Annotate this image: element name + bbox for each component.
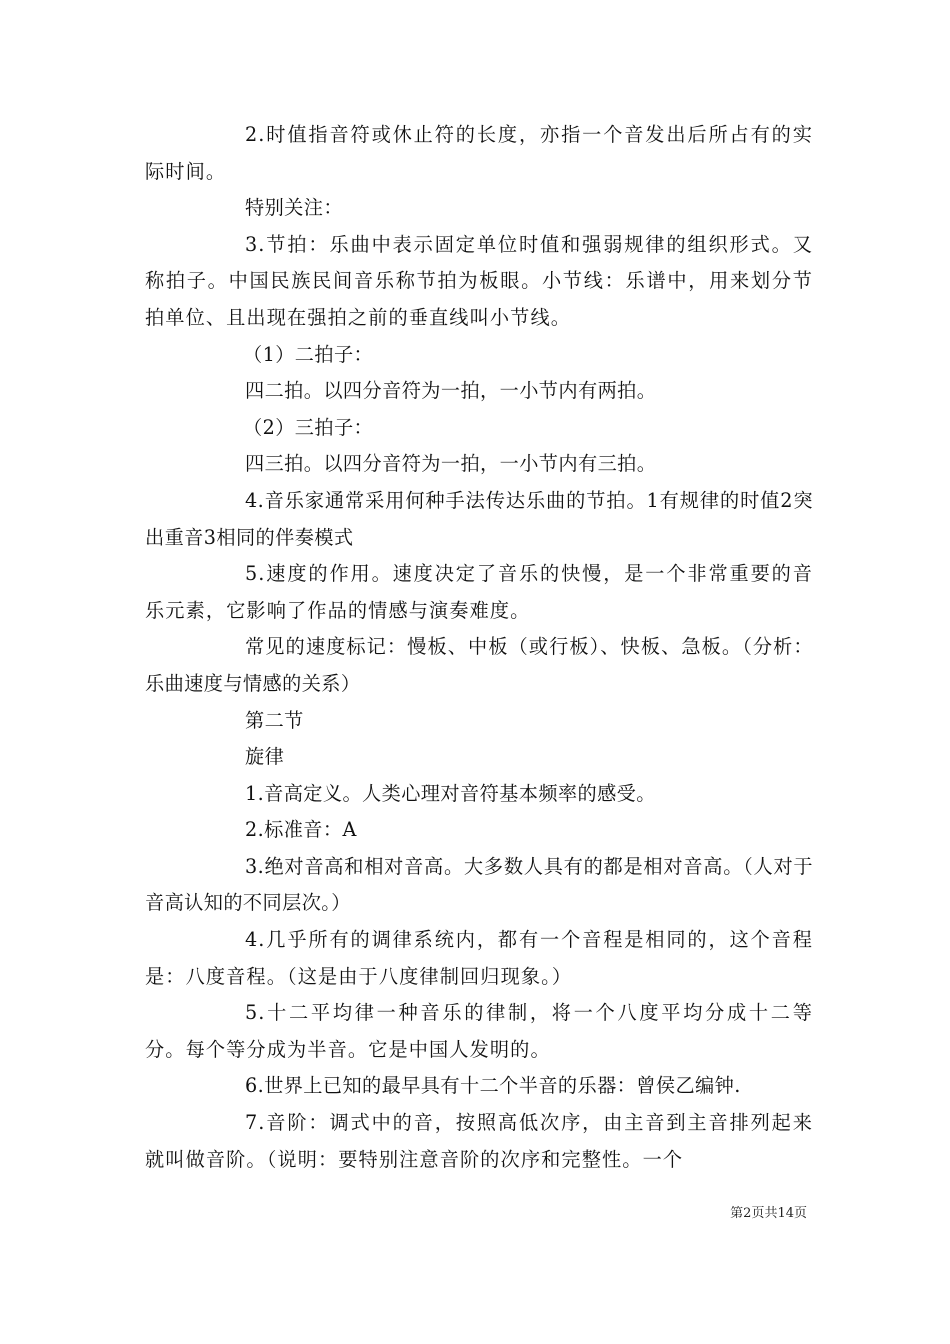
- paragraph-duple-heading: （1）二拍子：: [243, 342, 374, 366]
- paragraph-special-attention: 特别关注：: [245, 196, 343, 220]
- paragraph-tempo-role: 5.速度的作用。速度决定了音乐的快慢，是一个非常重要的音乐元素，它影响了作品的情感与演奏难度。: [145, 562, 813, 622]
- paragraph-absolute-relative-pitch: 3.绝对音高和相对音高。大多数人具有的都是相对音高。（人对于音高认知的不同层次。）: [145, 854, 813, 915]
- section-title-melody: 旋律: [245, 745, 285, 769]
- paragraph-tempo-markings: 常见的速度标记：慢板、中板（或行板）、快板、急板。（分析：乐曲速度与情感的关系）: [145, 635, 813, 695]
- page-number: 第2页共14页: [730, 1206, 807, 1221]
- paragraph-duration: 2.时值指音符或休止符的长度，亦指一个音发出后所占有的实际时间。: [145, 123, 813, 183]
- paragraph-triple-heading: （2）三拍子：: [243, 415, 374, 439]
- section-heading: 第二节: [245, 708, 304, 732]
- paragraph-scale: 7.音阶：调式中的音，按照高低次序，由主音到主音排列起来就叫做音阶。（说明：要特别注意音阶的次序和完整性。一个: [145, 1111, 813, 1171]
- paragraph-meter: 3.节拍：乐曲中表示固定单位时值和强弱规律的组织形式。又称拍子。中国民族民间音乐称节拍为板眼。小节线：乐谱中，用来划分节拍单位、且出现在强拍之前的垂直线叫小节线。: [145, 232, 813, 329]
- paragraph-pitch-definition: 1.音高定义。人类心理对音符基本频率的感受。: [245, 781, 656, 805]
- paragraph-standard-pitch: 2.标准音：A: [245, 818, 357, 842]
- paragraph-equal-temperament: 5.十二平均律一种音乐的律制，将一个八度平均分成十二等分。每个等分成为半音。它是中国人发明的。: [145, 1001, 813, 1061]
- paragraph-octave: 4.几乎所有的调律系统内，都有一个音程是相同的，这个音程是：八度音程。（这是由于八度律制回归现象。）: [145, 928, 813, 988]
- paragraph-triple-desc: 四三拍。以四分音符为一拍，一小节内有三拍。: [245, 452, 657, 476]
- paragraph-conveying-meter: 4.音乐家通常采用何种手法传达乐曲的节拍。1有规律的时值2突出重音3相同的伴奏模式: [145, 488, 813, 549]
- paragraph-duple-desc: 四二拍。以四分音符为一拍，一小节内有两拍。: [245, 379, 657, 403]
- document-body: [145, 117, 813, 1178]
- paragraph-zenghouyi-bells: 6.世界上已知的最早具有十二个半音的乐器：曾侯乙编钟.: [245, 1074, 741, 1098]
